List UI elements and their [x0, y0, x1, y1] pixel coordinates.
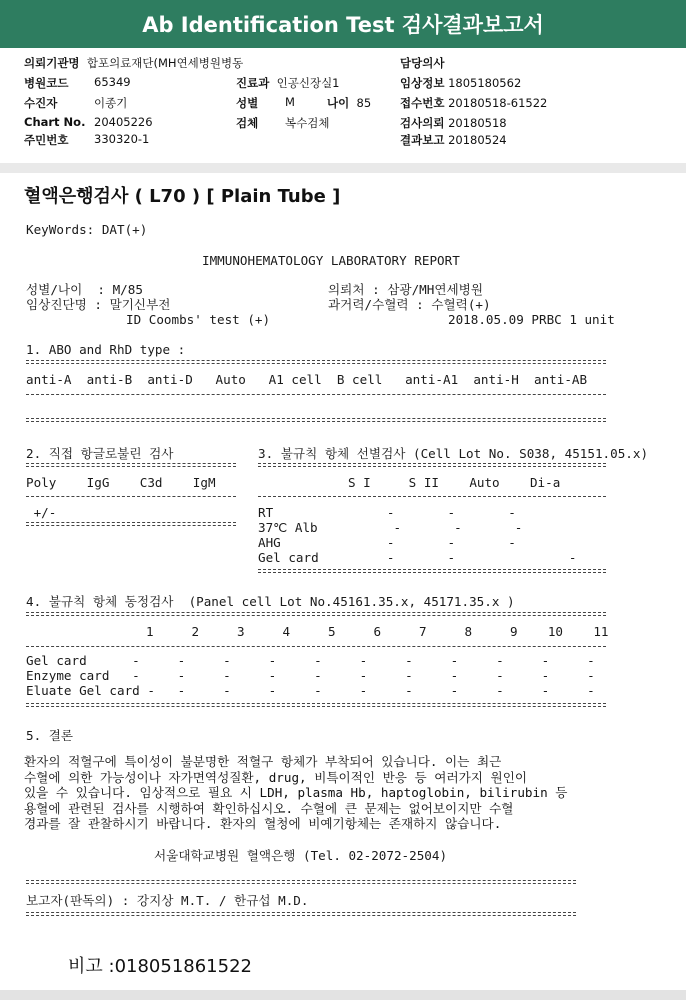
reporter-rule-top — [26, 880, 576, 884]
footer-band — [0, 990, 686, 1000]
institution-value: 합포의료재단(MH연세병원병동 — [86, 56, 244, 70]
section3-divider — [258, 496, 606, 497]
section3-rule — [258, 463, 606, 467]
section3-rule-bottom — [258, 569, 606, 573]
receipt-value: 20180518-61522 — [448, 96, 548, 110]
report-label: 결과보고 — [400, 133, 445, 147]
id-value: 330320-1 — [94, 132, 150, 146]
section4-rule — [26, 612, 606, 616]
section1-divider — [26, 394, 606, 395]
test-label: 검체 — [236, 116, 259, 130]
section1-columns: anti-A anti-B anti-D Auto A1 cell B cell anti-A1 anti-H anti-AB — [26, 372, 588, 387]
section4-row-eluate: Eluate Gel card - - - - - - - - - - - — [26, 683, 595, 698]
section4-row-gelcard: Gel card - - - - - - - - - - - — [26, 653, 595, 668]
section2-columns: Poly IgG C3d IgM — [26, 475, 216, 490]
section2-divider — [26, 496, 236, 497]
section2-rule — [26, 463, 236, 467]
section4-rule-bottom — [26, 703, 606, 707]
section3-columns: S I S II Auto Di-a — [348, 475, 561, 490]
remark-label: 비고 : — [68, 956, 115, 977]
section4-title: 4. 불규칙 항체 동정검사 (Panel cell Lot No.45161.35.x, 45171.35.x ) — [26, 594, 515, 609]
patient-label: 수진자 — [24, 96, 58, 110]
chart-label: Chart No. — [24, 115, 86, 129]
signature-org: 서울대학교병원 혈액은행 (Tel. 02-2072-2504) — [154, 848, 448, 863]
institution-label: 의뢰기관명 — [24, 56, 80, 70]
hospital-code-label: 병원코드 — [24, 76, 69, 90]
clinical-value: 1805180562 — [448, 76, 522, 90]
history: 과거력/수혈력 : 수혈력(+) — [328, 297, 491, 312]
chart-value: 20405226 — [94, 115, 153, 129]
request-value: 20180518 — [448, 116, 507, 130]
diagnosis: 임상진단명 : 말기신부전 — [26, 297, 171, 312]
section2-value: +/- — [26, 505, 57, 520]
remark-value: 018051861522 — [114, 956, 252, 977]
report-value: 20180524 — [448, 133, 507, 147]
keywords: KeyWords: DAT(+) — [26, 222, 148, 237]
section3-row-37alb: 37℃ Alb - - - — [258, 520, 523, 535]
section3-title: 3. 불규칙 항체 선별검사 (Cell Lot No. S038, 45151.05.x) — [258, 446, 649, 461]
request-label: 검사의뢰 — [400, 116, 445, 130]
dept-value: 인공신장실1 — [276, 76, 340, 90]
coombs: ID Coombs' test (+) — [126, 312, 271, 327]
remark — [68, 952, 252, 978]
section1-rule — [26, 360, 606, 364]
section3-row-ahg: AHG - - - — [258, 535, 516, 550]
sex-label: 성별 — [236, 96, 259, 110]
section2-rule-bottom — [26, 522, 236, 526]
dept-label: 진료과 — [236, 76, 270, 90]
sex-age: 성별/나이 : M/85 — [26, 282, 143, 297]
requester: 의뢰처 : 삼광/MH연세병원 — [328, 282, 483, 297]
hospital-code-value: 65349 — [94, 75, 131, 89]
transfusion: 2018.05.09 PRBC 1 unit — [448, 312, 615, 327]
reporter-rule-bottom — [26, 912, 576, 916]
id-label: 주민번호 — [24, 133, 69, 147]
section4-columns: 1 2 3 4 5 6 7 8 9 10 11 — [146, 624, 609, 639]
section4-row-enzyme: Enzyme card - - - - - - - - - - - — [26, 668, 595, 683]
sex-value: M — [285, 95, 295, 109]
lab-title: IMMUNOHEMATOLOGY LABORATORY REPORT — [202, 253, 460, 268]
patient-value: 이종기 — [94, 96, 128, 110]
section2-title: 2. 직접 항글로불린 검사 — [26, 446, 174, 461]
section3-row-rt: RT - - - — [258, 505, 516, 520]
section4-divider — [26, 646, 606, 647]
doctor-label: 담당의사 — [400, 56, 445, 70]
section3-row-gelcard: Gel card - - - — [258, 550, 577, 565]
conclusion-text: 환자의 적혈구에 특이성이 불분명한 적혈구 항체가 부착되어 있습니다. 이는 최근 수혈에 의한 가능성이나 자가면역성질환, drug, 비특이적인 반응 등 여러가지 원인이 있을 수 있습니다. 임상적으로 필요 시 LDH, plasma Hb, haptoglobin, bilirubin 등 용혈에 관련된 검사를 시행하여 확인하십시오. 수혈에 큰 문제는 없어보이지만 수혈 경과를 잘 관찰하시기 바랍니다. 환자의 혈청에 비예기항체는 존재하지 않습니다. — [24, 754, 568, 831]
receipt-label: 접수번호 — [400, 96, 445, 110]
clinical-label: 임상정보 — [400, 76, 445, 90]
reporter: 보고자(판독의) : 강지상 M.T. / 한규섭 M.D. — [26, 893, 309, 908]
report-banner-title: Ab Identification Test 검사결과보고서 — [0, 0, 686, 48]
age-value: 85 — [356, 96, 372, 110]
report-title: 혈액은행검사 ( L70 ) [ Plain Tube ] — [24, 186, 341, 207]
test-value: 복수검체 — [285, 116, 330, 130]
age-label: 나이 — [327, 96, 350, 110]
section1-title: 1. ABO and RhD type : — [26, 342, 186, 357]
section5-title: 5. 결론 — [26, 728, 74, 743]
section1-rule-bottom — [26, 418, 606, 422]
header-separator — [0, 163, 686, 173]
